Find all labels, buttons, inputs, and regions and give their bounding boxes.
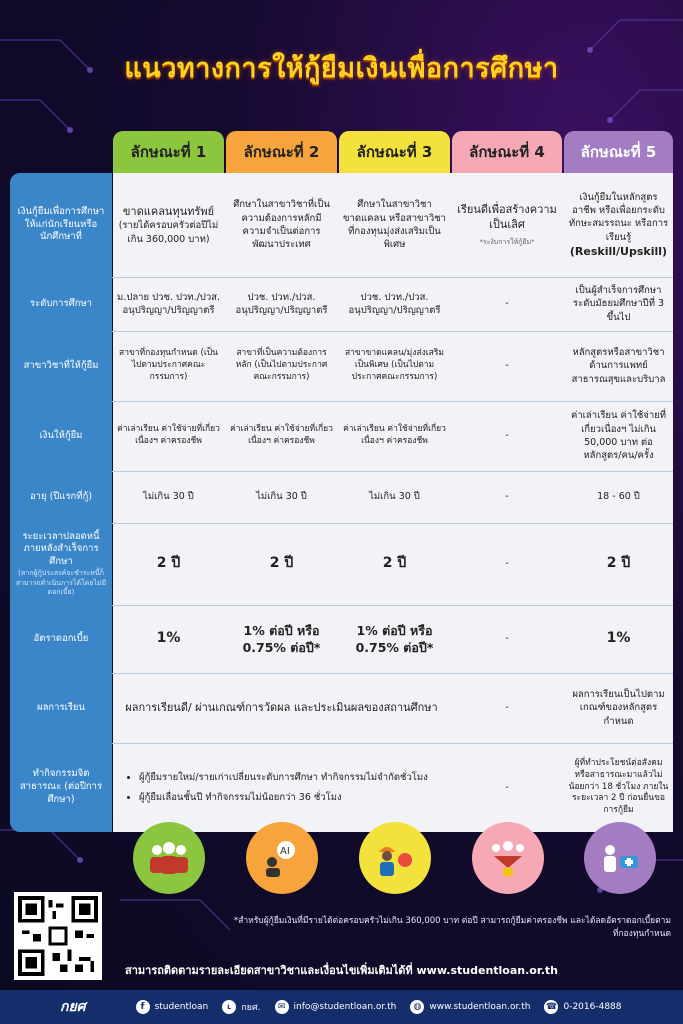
row-label-field: สาขาวิชาที่ให้กู้ยืม [10, 331, 112, 401]
cell-interest-3: 1% ต่อปี หรือ 0.75% ต่อปี* [355, 622, 434, 655]
phone-link[interactable] [544, 1000, 621, 1014]
ai-learning-icon [246, 822, 318, 894]
cell-field-4: - [505, 360, 509, 372]
cell-interest-5: 1% [606, 630, 631, 647]
cell-result-4: - [505, 702, 509, 714]
cell-money-5: ค่าเล่าเรียน ค่าใช้จ่ายที่เกี่ยวเนื่องฯ ไม่เกิน 50,000 บาท ต่อหลักสูตร/คน/ครั้ง [570, 410, 667, 462]
cell-borrower-3: ศึกษาในสาขาวิชาขาดแคลน หรือสาขาวิชาที่กองทุนมุ่งส่งเสริมเป็นพิเศษ [343, 199, 446, 251]
cell-field-2: สาขาที่เป็นความต้องการหลัก (เป็นไปตามประกาศคณะกรรมการ) [235, 348, 328, 382]
cell-text: เงินกู้ยืมในหลักสูตรอาชีพ หรือเพื่อยกระดับทักษะสมรรถนะ หรือการเรียนรู้ [568, 191, 669, 243]
cell-text: เรียนดีเพื่อสร้างความเป็นเลิศ [457, 202, 557, 232]
website-info: สามารถติดตามรายละเอียดสาขาวิชาและเงื่อนไขเพิ่มเติมได้ที่ www.studentloan.or.th [125, 964, 558, 977]
row-label-age: อายุ (ปีแรกที่กู้) [10, 471, 112, 523]
cell-activity-5: ผู้ที่ทำประโยชน์ต่อสังคมหรือสาธารณะมาแล้วไม่น้อยกว่า 18 ชั่วโมง ภายในระยะเวลา 2 ปี ก่อนยื่นขอการกู้ยืม [568, 757, 669, 816]
email-icon: ✉ [275, 1000, 289, 1014]
cell-borrower-4 [452, 173, 562, 277]
facebook-text: studentloan [154, 1002, 209, 1012]
footer-bar [0, 990, 683, 1024]
logo [60, 996, 86, 1018]
logo-text: กยศ [60, 999, 86, 1015]
facebook-icon: f [136, 1000, 150, 1014]
cell-money-2: ค่าเล่าเรียน ค่าใช้จ่ายที่เกี่ยวเนื่องฯ ค่าครองชีพ [230, 424, 333, 446]
cell-text: ขาดแคลนทุนทรัพย์ [122, 205, 215, 218]
worker-icon [359, 822, 431, 894]
cell-level-4: - [505, 298, 509, 310]
cell-money-3: ค่าเล่าเรียน ค่าใช้จ่ายที่เกี่ยวเนื่องฯ ค่าครองชีพ [343, 424, 446, 446]
line-text: กยศ. [241, 1003, 261, 1013]
cell-borrower-2: ศึกษาในสาขาวิชาที่เป็นความต้องการหลักมีความจำเป็นต่อการพัฒนาประเทศ [233, 199, 330, 251]
line-icon: L [222, 1000, 236, 1014]
cell-grace-3: 2 ปี [382, 555, 407, 572]
phone-text: 0-2016-4888 [563, 1002, 622, 1012]
row-label-money: เงินให้กู้ยืม [10, 401, 112, 471]
row-label-borrower: เงินกู้ยืมเพื่อการศึกษาให้แก่นักเรียนหรือนักศึกษาที่ [10, 173, 112, 277]
column-header-1: ลักษณะที่ 1 [113, 131, 224, 173]
cell-age-5: 18 - 60 ปี [597, 491, 640, 503]
cell-field-1: สาขาที่กองทุนกำหนด (เป็นไปตามประกาศคณะกรรมการ) [119, 348, 218, 382]
cell-interest-1: 1% [156, 630, 181, 647]
row-label-level: ระดับการศึกษา [10, 277, 112, 331]
column-header-5: ลักษณะที่ 5 [564, 131, 673, 173]
cell-level-1: ม.ปลาย ปวช. ปวท./ปวส. อนุปริญญา/ปริญญาตรี [117, 291, 220, 316]
healthcare-icon [584, 822, 656, 894]
cell-field-5: หลักสูตรหรือสาขาวิชาด้านการแพทย์ สาธารณสุขและบริบาล [571, 347, 666, 385]
cell-level-5: เป็นผู้สำเร็จการศึกษาระดับมัธยมศึกษาปีที่ 3 ขึ้นไป [572, 285, 665, 323]
cell-level-2: ปวช. ปวท./ปวส. อนุปริญญา/ปริญญาตรี [235, 291, 328, 316]
svg-text:AI: AI [280, 846, 290, 857]
cell-text: (Reskill/Upskill) [569, 244, 668, 258]
cell-interest-2: 1% ต่อปี หรือ 0.75% ต่อปี* [242, 622, 321, 655]
email-link[interactable] [275, 1000, 397, 1014]
page-title: แนวทางการให้กู้ยืมเงินเพื่อการศึกษา [124, 53, 559, 84]
cell-activity-4: - [505, 781, 509, 793]
group-icon [133, 822, 205, 894]
globe-icon: ◍ [410, 1000, 424, 1014]
list-item: • ผู้กู้ยืมเลื่อนชั้นปี ทำกิจกรรมไม่น้อยกว่า 36 ชั่วโมง [139, 791, 428, 804]
row-label-activity: ทำกิจกรรมจิตสาธารณะ (ต่อปีการศึกษา) [10, 743, 112, 832]
cell-money-4: - [505, 430, 509, 442]
phone-icon: ☎ [545, 1002, 558, 1012]
cell-money-1: ค่าเล่าเรียน ค่าใช้จ่ายที่เกี่ยวเนื่องฯ ค่าครองชีพ [117, 424, 220, 446]
line-link[interactable] [222, 1000, 260, 1014]
cell-grace-2: 2 ปี [269, 555, 294, 572]
cell-grace-5: 2 ปี [606, 555, 631, 572]
cell-age-2: ไม่เกิน 30 ปี [256, 491, 307, 503]
cell-borrower-1 [113, 173, 224, 277]
activity-list [127, 765, 428, 810]
cell-borrower-5 [564, 173, 673, 277]
row-label-text: ระยะเวลาปลอดหนี้ภายหลังสำเร็จการศึกษา [22, 530, 100, 568]
cell-field-3: สาขาขาดแคลน/มุ่งส่งเสริมเป็นพิเศษ (เป็นไปตามประกาศคณะกรรมการ) [344, 348, 445, 382]
column-header-2: ลักษณะที่ 2 [226, 131, 337, 173]
column-header-3: ลักษณะที่ 3 [339, 131, 450, 173]
column-header-4: ลักษณะที่ 4 [452, 131, 562, 173]
row-label-grace [10, 523, 112, 605]
cell-result-1to3: ผลการเรียนดี/ ผ่านเกณฑ์การวัดผล และประเมินผลของสถานศึกษา [125, 701, 438, 715]
cell-grace-4: - [505, 558, 509, 570]
cell-age-1: ไม่เกิน 30 ปี [143, 491, 194, 503]
list-item: • ผู้กู้ยืมรายใหม่/รายเก่าเปลี่ยนระดับการศึกษา ทำกิจกรรมไม่จำกัดชั่วโมง [139, 771, 428, 784]
facebook-link[interactable] [136, 1000, 209, 1014]
cell-level-3: ปวช. ปวท./ปวส. อนุปริญญา/ปริญญาตรี [348, 291, 441, 316]
row-label-result: ผลการเรียน [10, 673, 112, 743]
footnote: *สำหรับผู้กู้ยืมเงินที่มีรายได้ต่อครอบครัวไม่เกิน 360,000 บาท ต่อปี สามารถกู้ยืมค่าครองชีพ และได้ลดอัตราดอกเบี้ยตามที่กองทุนกำหนด [233, 916, 671, 939]
cell-interest-4: - [505, 633, 509, 645]
row-label-subtext: (หากผู้กู้ประสงค์จะชำระหนี้ก็สามารถดำเนินการได้โดยไม่มีดอกเบี้ย) [15, 569, 107, 596]
email-text: info@studentloan.or.th [293, 1002, 397, 1012]
web-text: www.studentloan.or.th [429, 1002, 531, 1012]
cell-grace-1: 2 ปี [156, 555, 181, 572]
suspended-note: *ระงับการให้กู้ยืม* [479, 238, 535, 247]
row-label-interest: อัตราดอกเบี้ย [10, 605, 112, 673]
cell-age-3: ไม่เกิน 30 ปี [369, 491, 420, 503]
cell-activity-1to3 [113, 743, 450, 832]
cell-result-5: ผลการเรียนเป็นไปตามเกณฑ์ของหลักสูตรกำหนด [572, 689, 665, 727]
cell-age-4: - [505, 491, 509, 503]
cell-text: (รายได้ครอบครัวต่อปีไม่เกิน 360,000 บาท) [118, 220, 219, 245]
achievement-icon [472, 822, 544, 894]
web-link[interactable] [410, 1000, 530, 1014]
